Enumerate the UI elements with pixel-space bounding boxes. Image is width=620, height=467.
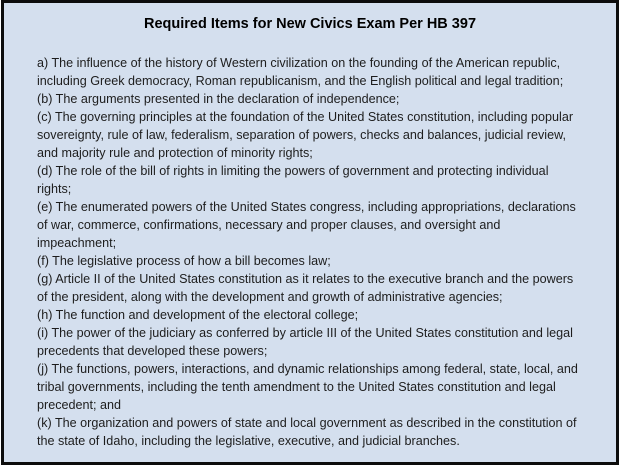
- list-item-f: [37, 252, 606, 270]
- text-line: precedents that developed these powers;: [37, 344, 268, 358]
- text-line: precedent; and: [37, 398, 122, 412]
- document-panel: [1, 0, 619, 465]
- list-item-e: [37, 198, 606, 252]
- list-item-d: [37, 162, 606, 198]
- list-item-j: [37, 360, 606, 414]
- text-line: (d) The role of the bill of rights in limiting the powers of government and protecting individual: [37, 164, 549, 178]
- text-line: (i) The power of the judiciary as conferred by article III of the United States constitution and legal: [37, 326, 573, 340]
- list-item-i: [37, 324, 606, 360]
- list-item-a: [37, 54, 606, 90]
- text-line: (g) Article II of the United States constitution as it relates to the executive branch and the powers: [37, 272, 574, 286]
- list-item-g: [37, 270, 606, 306]
- list-item-k: [37, 414, 606, 450]
- text-line: (j) The functions, powers, interactions, and dynamic relationships among federal, state, local, and: [37, 362, 578, 376]
- text-line: of the president, along with the development and growth of administrative agencies;: [37, 290, 503, 304]
- text-line: (h) The function and development of the electoral college;: [37, 308, 359, 322]
- page-title: Required Items for New Civics Exam Per HB 397: [143, 16, 477, 32]
- text-line: of war, commerce, confirmations, necessary and proper clauses, and oversight and: [37, 218, 501, 232]
- text-line: tribal governments, including the tenth amendment to the United States constitution and legal: [37, 380, 556, 394]
- text-line: impeachment;: [37, 236, 117, 250]
- text-line: the state of Idaho, including the legislative, executive, and judicial branches.: [37, 434, 460, 448]
- text-line: (f) The legislative process of how a bill becomes law;: [37, 254, 331, 268]
- list-item-h: [37, 306, 606, 324]
- text-line: (e) The enumerated powers of the United States congress, including appropriations, declarations: [37, 200, 576, 214]
- text-line: sovereignty, rule of law, federalism, separation of powers, checks and balances, judicial review,: [37, 128, 566, 142]
- text-line: (k) The organization and powers of state and local government as described in the constitution of: [37, 416, 577, 430]
- requirements-list: [4, 54, 616, 450]
- text-line: and majority rule and protection of minority rights;: [37, 146, 313, 160]
- text-line: rights;: [37, 182, 72, 196]
- text-line: (c) The governing principles at the foundation of the United States constitution, including popular: [37, 110, 574, 124]
- text-line: (b) The arguments presented in the declaration of independence;: [37, 92, 400, 106]
- text-line: a) The influence of the history of Western civilization on the founding of the American republic,: [37, 56, 561, 70]
- text-line: including Greek democracy, Roman republicanism, and the English political and legal tradition;: [37, 74, 564, 88]
- list-item-b: [37, 90, 606, 108]
- list-item-c: [37, 108, 606, 162]
